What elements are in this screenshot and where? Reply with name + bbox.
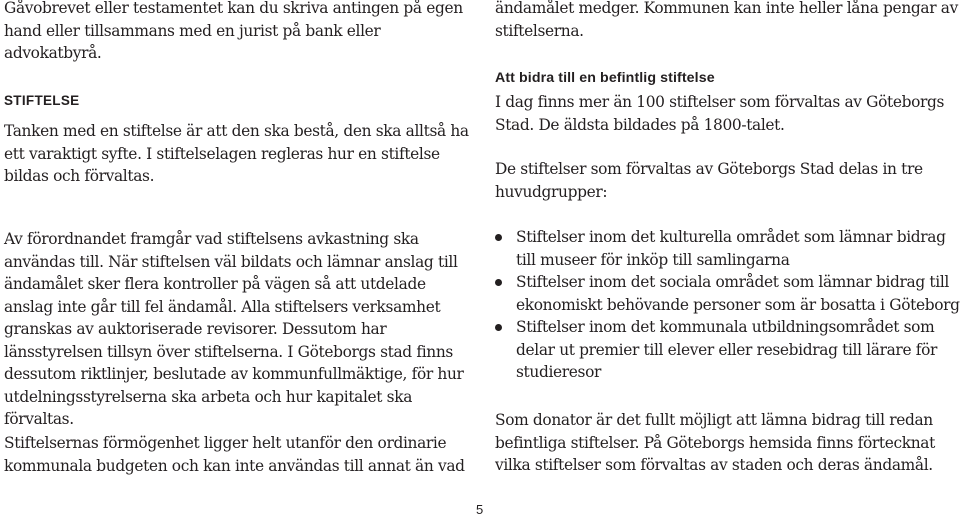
list-item: Stiftelser inom det sociala området som lämnar bidrag till ekonomiskt behövande personer som är bosatta i Göteborg: [495, 271, 960, 316]
bullet-icon: [495, 234, 502, 241]
bullet-list: [495, 226, 960, 384]
body-paragraph: Stiftelsernas förmögenhet ligger helt utanför den ordinarie kommunala budgeten och kan inte användas till annat än vad: [4, 434, 465, 475]
section-heading: STIFTELSE: [4, 93, 80, 108]
body-paragraph: De stiftelser som förvaltas av Göteborgs Stad delas in tre huvudgrupper:: [495, 160, 923, 201]
lead-paragraph: Gåvobrevet eller testamentet kan du skriva antingen på egen hand eller tillsammans med en jurist på bank eller advokatbyrå.: [4, 0, 463, 62]
subheading: Att bidra till en befintlig stiftelse: [495, 70, 715, 86]
continuation-paragraph: ändamålet medger. Kommunen kan inte heller låna pengar av stiftelserna.: [495, 0, 958, 40]
body-paragraph: Tanken med en stiftelse är att den ska bestå, den ska alltså ha ett varaktigt syfte. I stiftelselagen regleras hur en stiftelse bildas och förvaltas.: [4, 122, 469, 185]
bullet-icon: [495, 279, 502, 286]
list-item: Stiftelser inom det kommunala utbildningsområdet som delar ut premier till elever eller resebidrag till lärare för studieresor: [495, 316, 960, 384]
list-item: Stiftelser inom det kulturella området som lämnar bidrag till museer för inköp till samlingarna: [495, 226, 960, 271]
body-paragraph: Av förordnandet framgår vad stiftelsens avkastning ska användas till. När stiftelsen väl bildats och lämnar anslag till ändamålet sker flera kontroller på vägen så att utdelade anslag inte går till fel ändamål. Alla stiftelsers verksamhet granskas av auktoriserade revisorer. Dessutom har länsstyrelsen tillsyn över stiftelserna. I Göteborgs stad finns dessutom riktlinjer, beslutade av kommunfullmäktige, för hur utdelningsstyrelserna ska arbeta och hur kapitalet ska förvaltas.: [4, 230, 464, 428]
page-number: 5: [476, 502, 484, 517]
body-paragraph: I dag finns mer än 100 stiftelser som förvaltas av Göteborgs Stad. De äldsta bildades på 1800-talet.: [495, 93, 945, 134]
bullet-icon: [495, 324, 502, 331]
closing-paragraph: Som donator är det fullt möjligt att lämna bidrag till redan befintliga stiftelser. På Göteborgs hemsida finns förtecknat vilka stiftelser som förvaltas av staden och deras ändamål.: [495, 411, 935, 474]
